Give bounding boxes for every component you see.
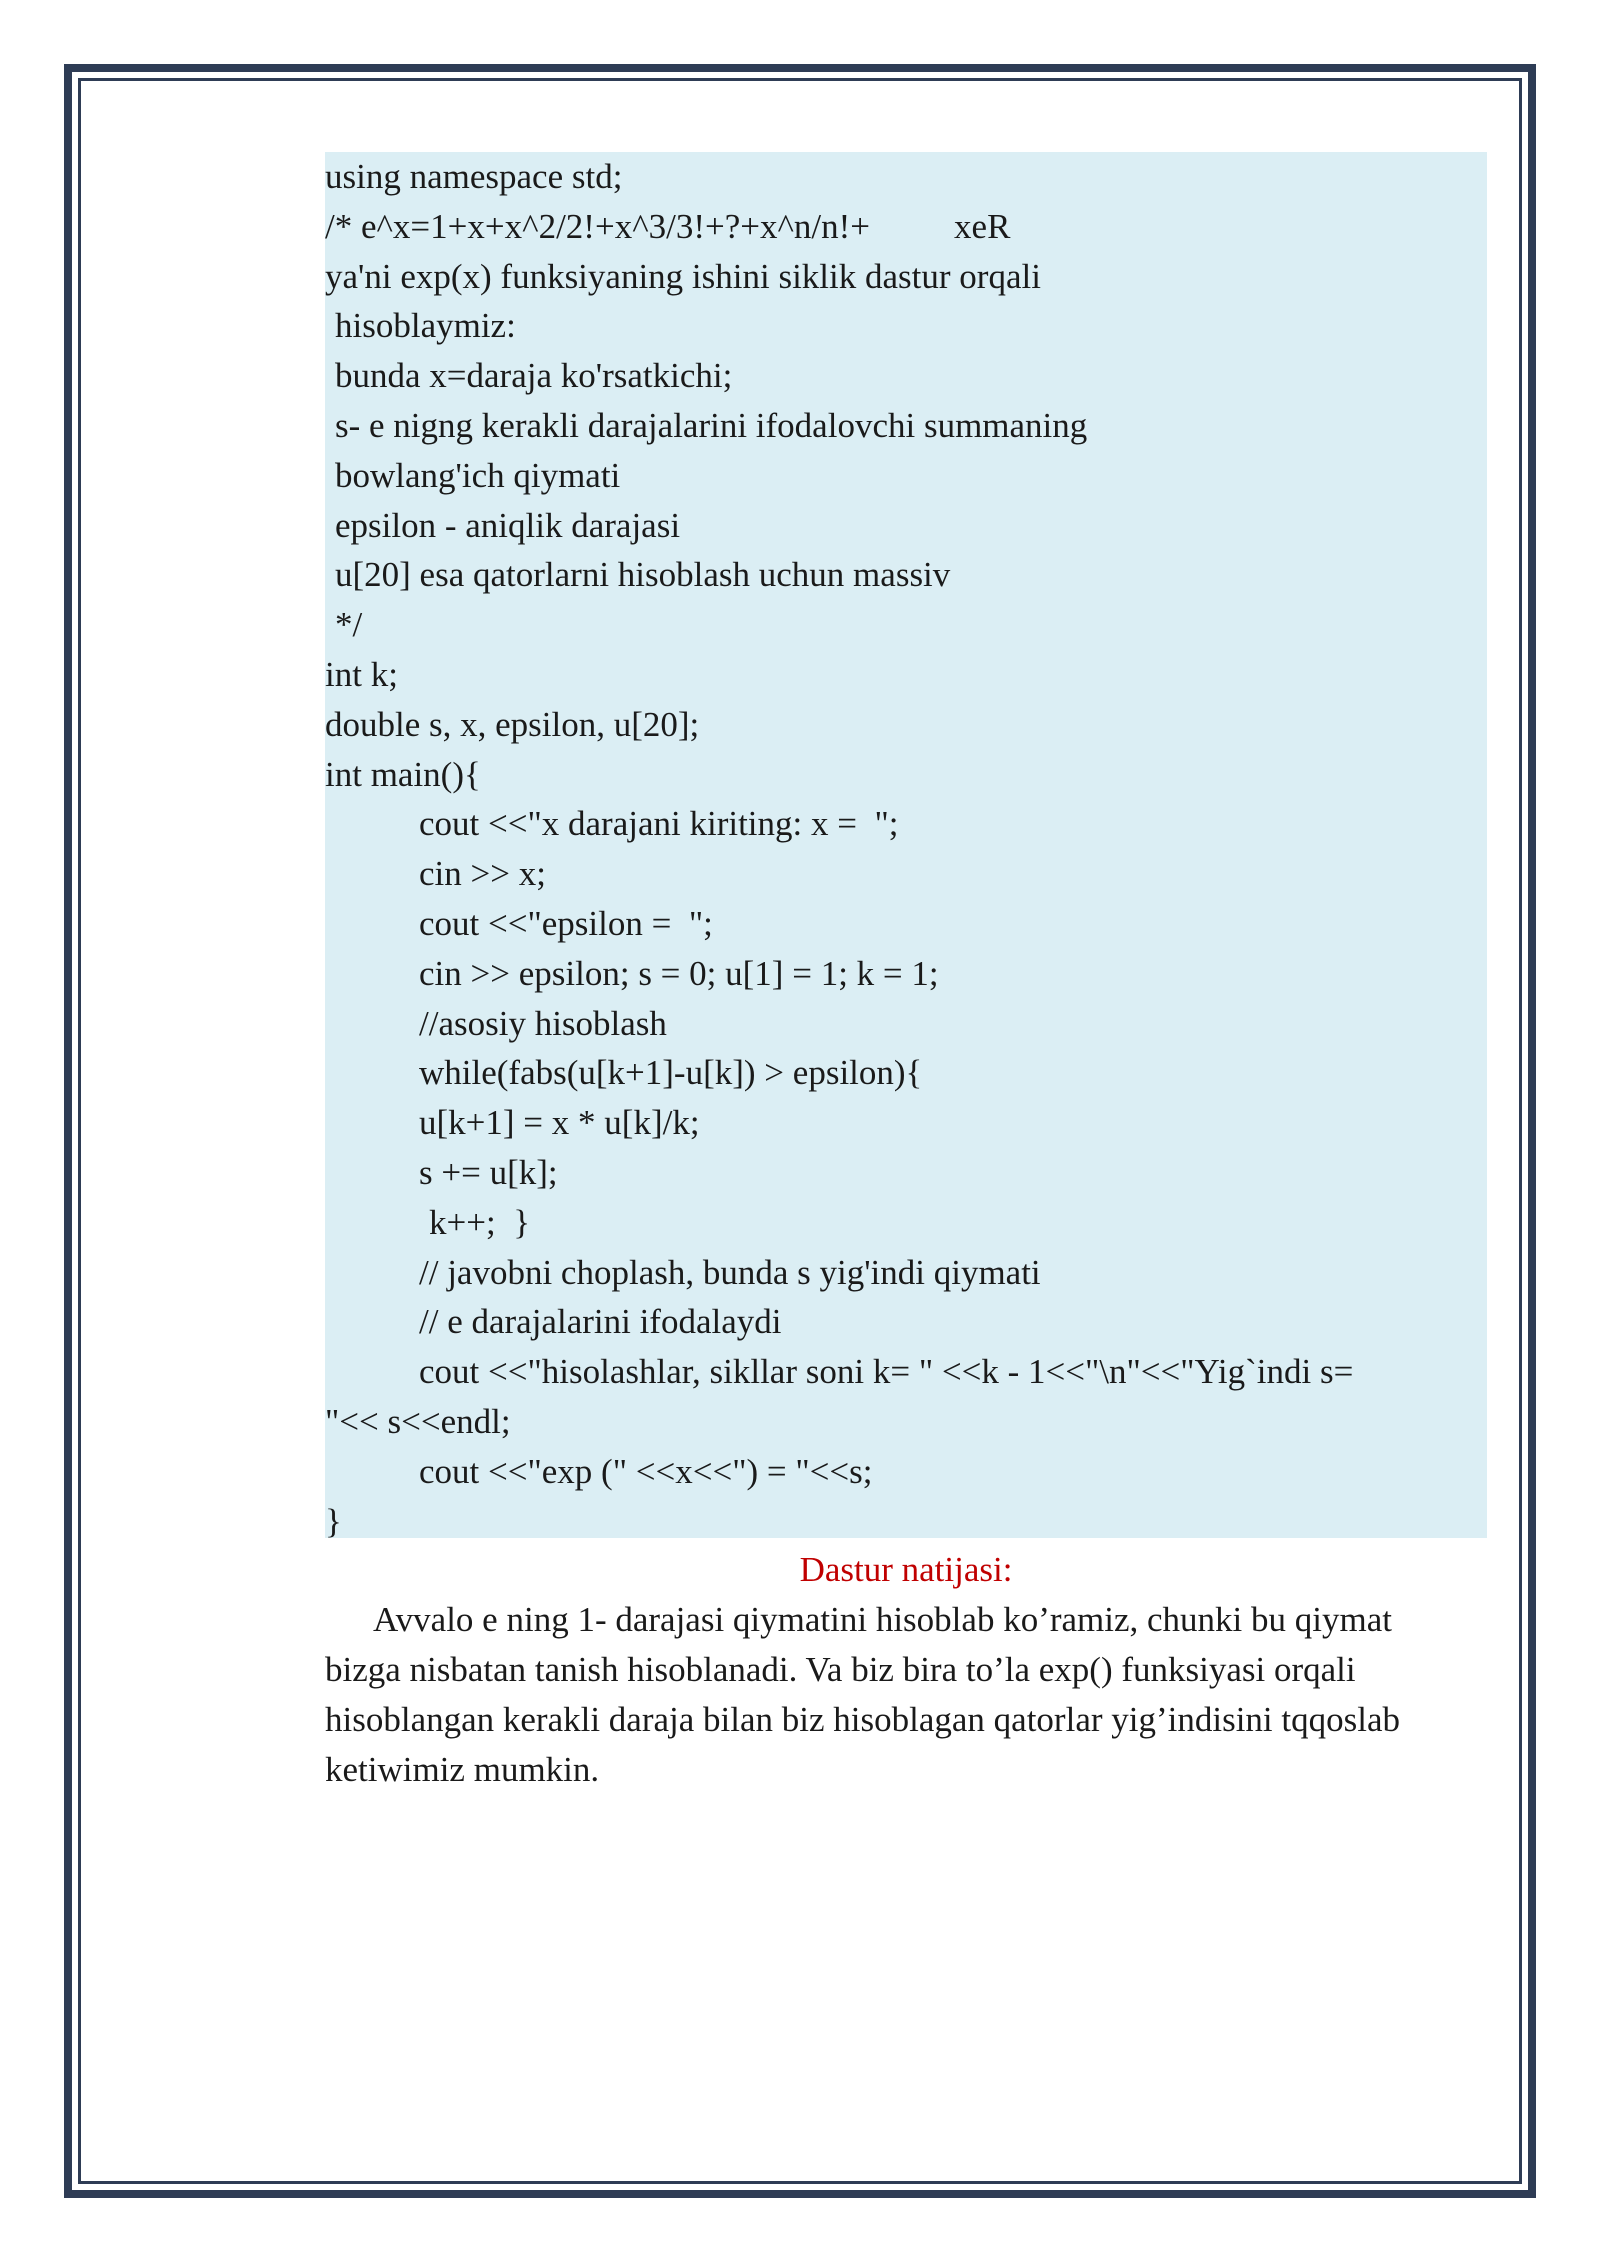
code-line: cin >> epsilon; s = 0; u[1] = 1; k = 1; <box>419 953 939 993</box>
paragraph-line: hisoblangan kerakli daraja bilan biz hisoblagan qatorlar yig’indisini tqqoslab <box>325 1700 1401 1739</box>
code-line: while(fabs(u[k+1]-u[k]) > epsilon){ <box>419 1053 923 1093</box>
result-paragraph <box>325 1595 1487 1795</box>
code-line: int k; <box>325 654 398 694</box>
code-line: // javobni choplash, bunda s yig'indi qiymati <box>419 1252 1041 1292</box>
code-line: double s, x, epsilon, u[20]; <box>325 704 700 744</box>
paragraph-line: ketiwimiz mumkin. <box>325 1750 600 1789</box>
code-line: //asosiy hisoblash <box>419 1003 667 1043</box>
code-line: k++; } <box>429 1202 531 1242</box>
code-line: bunda x=daraja ko'rsatkichi; <box>335 356 733 396</box>
code-line: ya'ni exp(x) funksiyaning ishini siklik dastur orqali <box>325 256 1041 296</box>
paragraph-line: bizga nisbatan tanish hisoblanadi. Va biz bira to’la exp() funksiyasi orqali <box>325 1650 1356 1689</box>
code-line <box>325 202 1487 252</box>
result-heading: Dastur natijasi: <box>799 1550 1013 1589</box>
code-listing <box>325 152 1487 1546</box>
code-line-text: /* e^x=1+x+x^2/2!+x^3/3!+?+x^n/n!+ <box>325 206 871 246</box>
code-line: cout <<"exp (" <<x<<") = "<<s; <box>419 1451 873 1491</box>
code-line: hisoblaymiz: <box>335 306 516 346</box>
code-line: cin >> x; <box>419 854 546 894</box>
code-line: s- e nigng kerakli darajalarini ifodalovchi summaning <box>335 405 1088 445</box>
code-line: cout <<"epsilon = "; <box>419 903 713 943</box>
code-line: */ <box>335 605 363 645</box>
code-line: } <box>325 1501 342 1541</box>
code-line: cout <<"x darajani kiriting: x = "; <box>419 804 899 844</box>
code-line: s += u[k]; <box>419 1152 558 1192</box>
code-line: u[20] esa qatorlarni hisoblash uchun massiv <box>335 555 951 595</box>
code-line: epsilon - aniqlik darajasi <box>335 505 681 545</box>
paragraph-line: Avvalo e ning 1- darajasi qiymatini hisoblab ko’ramiz, chunki bu qiymat <box>373 1600 1392 1639</box>
code-line: cout <<"hisolashlar, sikllar soni k= " <<k - 1<<"\n"<<"Yig`indi s= <box>419 1352 1354 1392</box>
code-line: "<< s<<endl; <box>325 1401 511 1441</box>
code-line: int main(){ <box>325 754 481 794</box>
code-line: // e darajalarini ifodalaydi <box>419 1302 782 1342</box>
code-line-text: xeR <box>954 206 1011 246</box>
code-line: bowlang'ich qiymati <box>335 455 621 495</box>
code-line: u[k+1] = x * u[k]/k; <box>419 1103 700 1143</box>
code-line: using namespace std; <box>325 157 623 196</box>
